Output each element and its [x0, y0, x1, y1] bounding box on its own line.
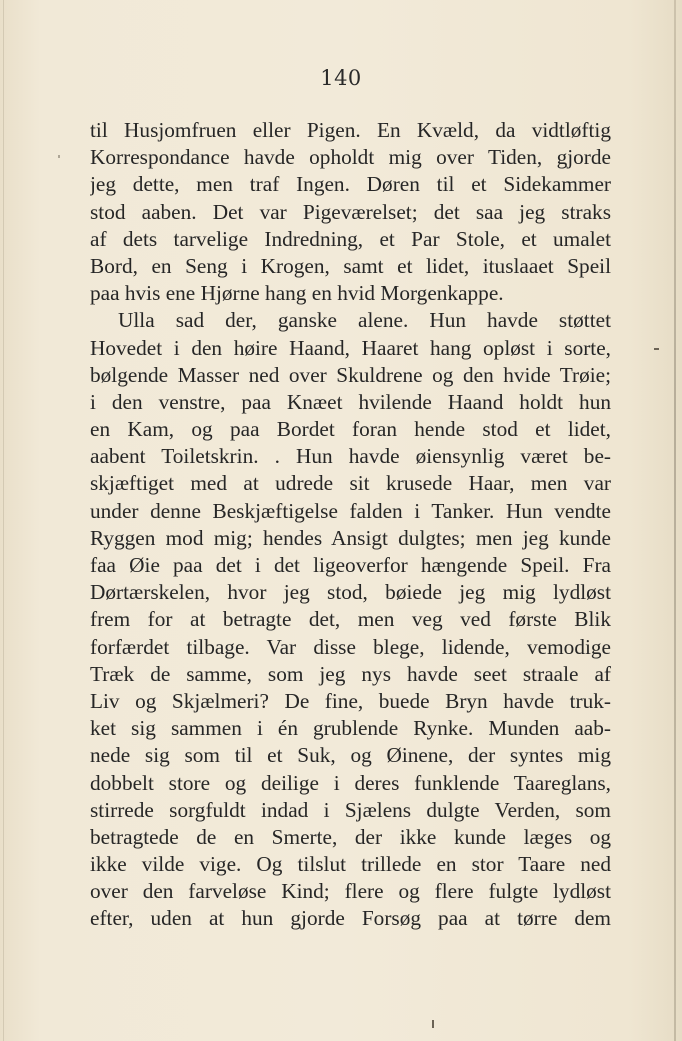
printer-speck	[432, 1020, 434, 1028]
text-line: Ryggen mod mig; hendes Ansigt dulgtes; men jeg kunde	[90, 525, 611, 550]
text-line: en Kam, og paa Bordet foran hende stod et lidet,	[90, 417, 611, 442]
text-line: stirrede sorgfuldt indad i Sjælens dulgte Verden, som	[90, 797, 611, 822]
text-line: stod aaben. Det var Pigeværelset; det saa jeg straks	[90, 199, 611, 224]
body-text	[90, 117, 611, 933]
text-line: betragtede de en Smerte, der ikke kunde læges og	[90, 824, 611, 849]
text-line: ket sig sammen i én grublende Rynke. Munden aab-	[90, 716, 611, 741]
text-line: jeg dette, men traf Ingen. Døren til et Sidekammer	[90, 172, 611, 197]
page-right-edge	[674, 0, 676, 1041]
page-number: 140	[320, 66, 362, 90]
text-line: Bord, en Seng i Krogen, samt et lidet, ituslaaet Speil	[90, 253, 611, 278]
text-line: Liv og Skjælmeri? De fine, buede Bryn havde truk-	[90, 688, 611, 713]
text-line: Korrespondance havde opholdt mig over Tiden, gjorde	[90, 145, 611, 170]
text-line: bølgende Masser ned over Skuldrene og den hvide Trøie;	[90, 362, 611, 387]
text-line: efter, uden at hun gjorde Forsøg paa at tørre dem	[90, 906, 611, 931]
text-line: over den farveløse Kind; flere og flere fulgte lydløst	[90, 879, 611, 904]
text-line: faa Øie paa det i det ligeoverfor hængende Speil. Fra	[90, 553, 611, 577]
text-line: forfærdet tilbage. Var disse blege, lidende, vemodige	[90, 634, 611, 659]
text-line: paa hvis ene Hjørne hang en hvid Morgenkappe.	[90, 281, 504, 306]
text-line: Træk de samme, som jeg nys havde seet straale af	[90, 661, 611, 686]
printer-speck	[654, 348, 659, 350]
text-line: Dørtærskelen, hvor jeg stod, bøiede jeg mig lydløst	[90, 580, 611, 605]
text-line: aabent Toiletskrin. . Hun havde øiensynlig været be-	[90, 444, 611, 469]
page-left-edge	[3, 0, 4, 1041]
text-line: Hovedet i den høire Haand, Haaret hang opløst i sorte,	[90, 335, 611, 360]
text-line: ikke vilde vige. Og tilslut trillede en stor Taare ned	[90, 852, 611, 877]
printer-speck	[58, 155, 60, 158]
text-line: under denne Beskjæftigelse falden i Tanker. Hun vendte	[90, 498, 611, 523]
text-line: frem for at betragte det, men veg ved første Blik	[90, 607, 611, 632]
text-line: til Husjomfruen eller Pigen. En Kvæld, da vidtløftig	[90, 118, 611, 142]
text-line: Ulla sad der, ganske alene. Hun havde støttet	[118, 308, 611, 333]
text-line: dobbelt store og deilige i deres funklende Taareglans,	[90, 770, 611, 795]
text-line: af dets tarvelige Indredning, et Par Stole, et umalet	[90, 226, 611, 251]
text-line: i den venstre, paa Knæet hvilende Haand holdt hun	[90, 389, 611, 414]
text-line: skjæftiget med at udrede sit krusede Haar, men var	[90, 471, 611, 496]
text-line: nede sig som til et Suk, og Øinene, der syntes mig	[90, 743, 611, 768]
